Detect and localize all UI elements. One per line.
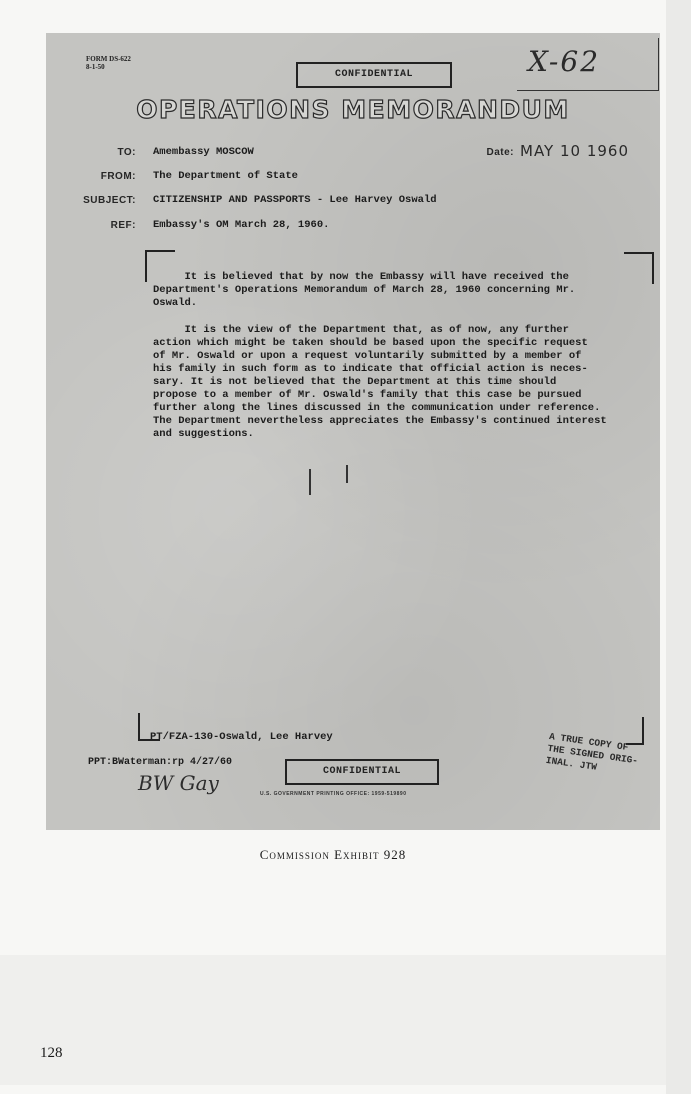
classification-top: CONFIDENTIAL (296, 62, 452, 88)
date-label: Date: (486, 147, 514, 158)
lower-band (0, 955, 666, 1085)
from-value: The Department of State (153, 170, 298, 182)
memorandum-scan (46, 33, 660, 830)
page-number: 128 (40, 1045, 63, 1061)
body-bracket-bottom-right (626, 717, 644, 745)
classification-bottom: CONFIDENTIAL (285, 759, 439, 785)
body-paragraph-1: It is believed that by now the Embassy will have received the Department's Operations Memorandum of March 28, 1960 concerning Mr. Oswald. (153, 271, 576, 309)
date-value: MAY 10 1960 (520, 142, 629, 160)
page-edge (666, 0, 691, 1094)
exhibit-handwritten-number: X-62 (528, 45, 601, 78)
ref-value: Embassy's OM March 28, 1960. (153, 219, 330, 231)
ref-label: REF: (110, 220, 136, 231)
subject-value: CITIZENSHIP AND PASSPORTS - Lee Harvey Oswald (153, 194, 437, 206)
form-number: FORM DS-622 8-1-50 (86, 55, 131, 71)
to-value: Amembassy MOSCOW (153, 146, 254, 158)
handwritten-signature: BW Gay (138, 771, 219, 795)
printing-office-line: U.S. GOVERNMENT PRINTING OFFICE: 1959-519890 (260, 791, 407, 797)
memo-title: OPERATIONS MEMORANDUM (136, 95, 570, 124)
body-paragraph-2: It is the view of the Department that, as of now, any further action which might be taken should be based upon the specific request of Mr. Oswald or upon a request voluntarily submitted by a member of his family in such form as to indicate that official action is neces- sary. It is not believed that the Department at this time should propose to a member of Mr. Oswald's family that this case be pursued further along the lines discussed in the communication under reference. The Department nevertheless appreciates the Embassy's continued interest and suggestions. (153, 324, 607, 440)
scan-mark (346, 465, 348, 483)
scan-mark (309, 469, 311, 495)
exhibit-caption: Commission Exhibit 928 (259, 847, 407, 862)
true-copy-stamp: A TRUE COPY OF THE SIGNED ORIG- INAL. JTW (545, 731, 639, 773)
file-reference: PT/FZA-130-Oswald, Lee Harvey (150, 731, 333, 743)
drafter-line: PPT:BWaterman:rp 4/27/60 (88, 757, 233, 768)
to-label: TO: (117, 147, 136, 158)
body-bracket-top-right (624, 252, 654, 284)
subject-label: SUBJECT: (83, 195, 136, 206)
from-label: FROM: (100, 171, 136, 182)
